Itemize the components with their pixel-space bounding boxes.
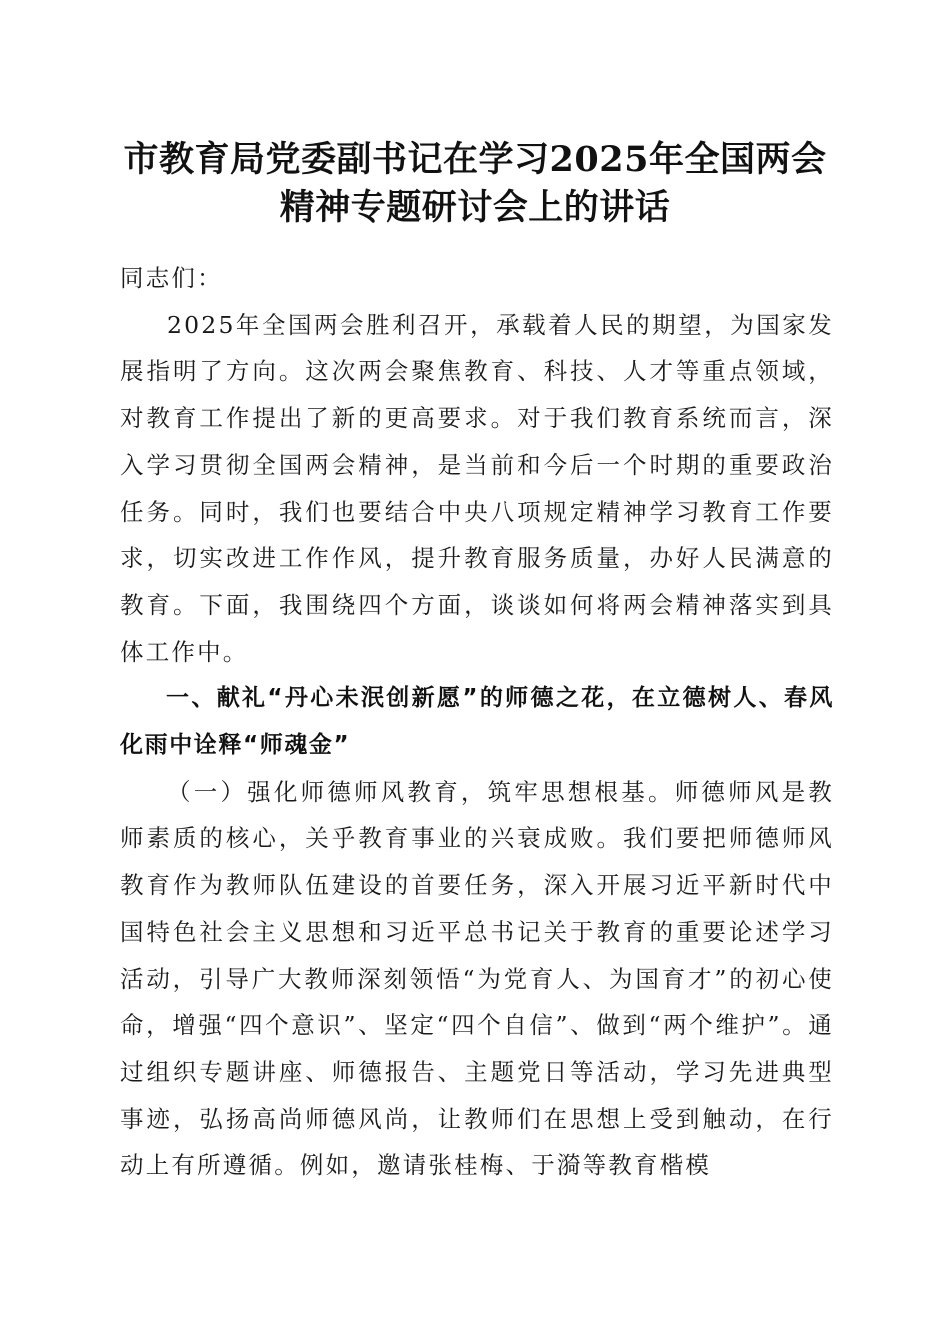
document-body — [120, 255, 834, 1189]
subsection-1-paragraph: （一）强化师德师风教育，筑牢思想根基。师德师风是教师素质的核心，关乎教育事业的兴衰成败。我们要把师德师风教育作为教师队伍建设的首要任务，深入开展习近平新时代中国特色社会主义思想和习近平总书记关于教育的重要论述学习活动，引导广大教师深刻领悟“为党育人、为国育才”的初心使命，增强“四个意识”、坚定“四个自信”、做到“两个维护”。通过组织专题讲座、师德报告、主题党日等活动，学习先进典型事迹，弘扬高尚师德风尚，让教师们在思想上受到触动，在行动上有所遵循。例如，邀请张桂梅、于漪等教育楷模 — [120, 777, 834, 1180]
section-1-heading: 一、献礼“丹心未泯创新愿”的师德之花，在立德树人、春风化雨中诠释“师魂金” — [120, 685, 834, 759]
title-line-2: 精神专题研讨会上的讲话 — [279, 187, 671, 228]
document-title — [60, 136, 890, 232]
intro-paragraph: 2025年全国两会胜利召开，承载着人民的期望，为国家发展指明了方向。这次两会聚焦教育、科技、人才等重点领域，对教育工作提出了新的更高要求。对于我们教育系统而言，深入学习贯彻全国两会精神，是当前和今后一个时期的重要政治任务。同时，我们也要结合中央八项规定精神学习教育工作要求，切实改进工作作风，提升教育服务质量，办好人民满意的教育。下面，我围绕四个方面，谈谈如何将两会精神落实到具体工作中。 — [120, 310, 834, 666]
salutation: 同志们： — [120, 264, 223, 292]
title-line-1: 市教育局党委副书记在学习2025年全国两会 — [123, 139, 827, 180]
